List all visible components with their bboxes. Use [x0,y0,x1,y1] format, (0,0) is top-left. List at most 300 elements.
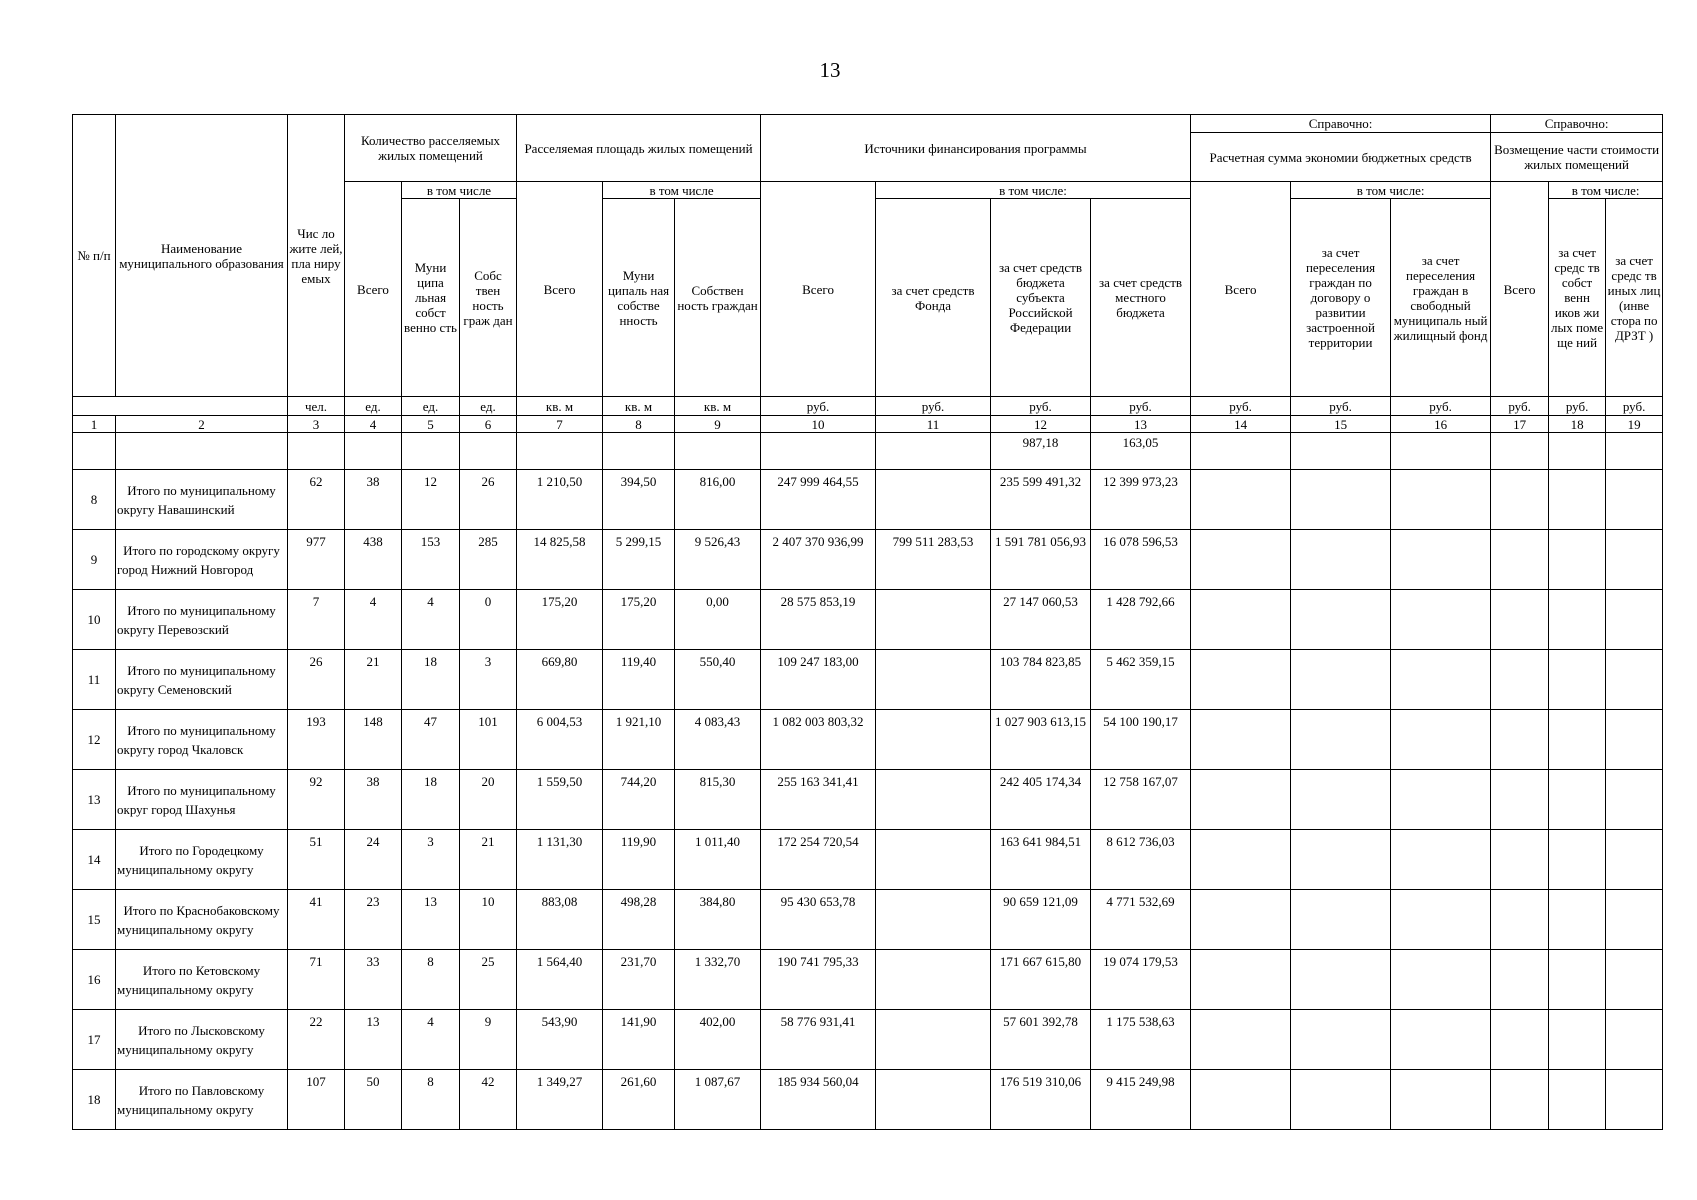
empty-cell [1549,650,1606,710]
header-group-area: Расселяемая площадь жилых помещений [517,115,761,182]
empty-cell [1491,890,1549,950]
quantity-municipal: 153 [402,530,460,590]
empty-cell [1391,1070,1491,1130]
header-area-sub: в том числе [603,182,761,199]
header-area-muni: Муни ципаль ная собстве нность [603,199,675,397]
empty-cell [1606,590,1663,650]
quantity-private: 3 [460,650,517,710]
quantity-municipal: 18 [402,770,460,830]
municipality-name: Итого по муниципальному округу город Чкаловск [116,710,288,770]
area-municipal: 141,90 [603,1010,675,1070]
empty-cell [288,433,345,470]
table-row [73,770,1663,830]
row-number: 18 [73,1070,116,1130]
area-municipal: 231,70 [603,950,675,1010]
empty-cell [1549,433,1606,470]
area-private: 1 011,40 [675,830,761,890]
empty-cell [1191,530,1291,590]
financing-local: 54 100 190,17 [1091,710,1191,770]
empty-cell [1291,1010,1391,1070]
empty-cell [1391,710,1491,770]
financing-total: 95 430 653,78 [761,890,876,950]
empty-cell [1491,770,1549,830]
page-number: 13 [819,58,841,82]
column-number: 2 [116,416,288,433]
empty-cell [1606,433,1663,470]
financing-total: 28 575 853,19 [761,590,876,650]
empty-cell [1191,830,1291,890]
unit-cell: чел. [288,397,345,416]
municipality-name: Итого по Краснобаковскому муниципальному округу [116,890,288,950]
financing-total: 185 934 560,04 [761,1070,876,1130]
financing-total: 190 741 795,33 [761,950,876,1010]
empty-cell [1491,950,1549,1010]
column-number: 9 [675,416,761,433]
people-count: 193 [288,710,345,770]
quantity-municipal: 8 [402,1070,460,1130]
empty-cell [1391,590,1491,650]
municipality-name: Итого по Павловскому муниципальному округу [116,1070,288,1130]
table-row [73,830,1663,890]
financing-local: 4 771 532,69 [1091,890,1191,950]
empty-cell [1491,433,1549,470]
financing-subject: 1 027 903 613,15 [991,710,1091,770]
header-qty-muni: Муни ципа льная собст венно сть [402,199,460,397]
header-number: № п/п [73,115,116,397]
area-municipal: 744,20 [603,770,675,830]
empty-cell [1391,950,1491,1010]
column-number: 5 [402,416,460,433]
table-header [73,115,1663,470]
empty-cell [1391,830,1491,890]
header-comp-owners: за счет средс тв собст венн иков жи лых поме ще ний [1549,199,1606,397]
empty-cell [1606,1070,1663,1130]
empty-cell [1606,770,1663,830]
financing-fund [876,590,991,650]
quantity-private: 21 [460,830,517,890]
empty-cell [1491,1010,1549,1070]
row-number: 8 [73,470,116,530]
municipality-name: Итого по Городецкому муниципальному округу [116,830,288,890]
empty-cell [1191,710,1291,770]
quantity-municipal: 4 [402,590,460,650]
area-total: 669,80 [517,650,603,710]
unit-cell: руб. [1391,397,1491,416]
column-number: 8 [603,416,675,433]
area-private: 1 332,70 [675,950,761,1010]
area-municipal: 119,40 [603,650,675,710]
area-private: 816,00 [675,470,761,530]
empty-cell [116,433,288,470]
area-municipal: 498,28 [603,890,675,950]
empty-cell [1191,433,1291,470]
column-number: 7 [517,416,603,433]
people-count: 22 [288,1010,345,1070]
empty-cell [1391,470,1491,530]
empty-cell [1391,433,1491,470]
column-numbers-row [73,416,1663,433]
unit-cell: руб. [1549,397,1606,416]
empty-cell [1549,710,1606,770]
unit-cell: руб. [991,397,1091,416]
empty-cell [1606,710,1663,770]
area-total: 1 210,50 [517,470,603,530]
area-private: 1 087,67 [675,1070,761,1130]
header-comp-others: за счет средс тв иных лиц (инве стора по ДРЗТ ) [1606,199,1663,397]
people-count: 51 [288,830,345,890]
unit-cell: руб. [1291,397,1391,416]
header-econ-sub: в том числе: [1291,182,1491,199]
header-fin-total: Всего [761,182,876,397]
empty-cell [1606,830,1663,890]
quantity-private: 101 [460,710,517,770]
unit-cell: ед. [345,397,402,416]
empty-cell [1291,830,1391,890]
people-count: 26 [288,650,345,710]
municipality-name: Итого по муниципальному округу Семеновский [116,650,288,710]
financing-fund [876,1010,991,1070]
row-number: 17 [73,1010,116,1070]
carryover-local: 163,05 [1091,433,1191,470]
row-number: 14 [73,830,116,890]
resettlement-table [72,114,1663,1130]
empty-cell [603,433,675,470]
empty-cell [73,433,116,470]
financing-local: 1 175 538,63 [1091,1010,1191,1070]
header-group-financing: Источники финансирования программы [761,115,1191,182]
empty-cell [1391,1010,1491,1070]
area-municipal: 5 299,15 [603,530,675,590]
financing-fund [876,890,991,950]
empty-cell [1549,1010,1606,1070]
table-row [73,950,1663,1010]
carryover-subject: 987,18 [991,433,1091,470]
empty-cell [1391,770,1491,830]
header-qty-total: Всего [345,182,402,397]
header-group-economy: Расчетная сумма экономии бюджетных средств [1191,133,1491,182]
quantity-total: 50 [345,1070,402,1130]
financing-subject: 103 784 823,85 [991,650,1091,710]
empty-cell [1191,650,1291,710]
empty-cell [1606,530,1663,590]
quantity-municipal: 4 [402,1010,460,1070]
header-people: Чис ло жите лей, пла ниру емых [288,115,345,397]
municipality-name: Итого по муниципальному округу Перевозский [116,590,288,650]
empty-cell [1549,470,1606,530]
people-count: 107 [288,1070,345,1130]
column-number: 11 [876,416,991,433]
empty-cell [1549,530,1606,590]
unit-cell: руб. [1191,397,1291,416]
empty-cell [1606,470,1663,530]
area-total: 6 004,53 [517,710,603,770]
quantity-private: 25 [460,950,517,1010]
financing-local: 12 758 167,07 [1091,770,1191,830]
financing-fund [876,650,991,710]
municipality-name: Итого по муниципальному округ город Шахунья [116,770,288,830]
empty-cell [1291,770,1391,830]
area-total: 543,90 [517,1010,603,1070]
quantity-total: 23 [345,890,402,950]
quantity-municipal: 12 [402,470,460,530]
header-group-compensation: Возмещение части стоимости жилых помещений [1491,133,1663,182]
quantity-total: 21 [345,650,402,710]
column-number: 3 [288,416,345,433]
financing-subject: 57 601 392,78 [991,1010,1091,1070]
quantity-total: 24 [345,830,402,890]
area-total: 1 131,30 [517,830,603,890]
empty-cell [1291,1070,1391,1130]
financing-subject: 1 591 781 056,93 [991,530,1091,590]
empty-cell [1491,830,1549,890]
empty-cell [1191,590,1291,650]
empty-cell [1291,650,1391,710]
empty-cell [1491,590,1549,650]
empty-cell [1291,530,1391,590]
header-qty-own: Собс твен ность граж дан [460,199,517,397]
column-number: 16 [1391,416,1491,433]
header-econ-total: Всего [1191,182,1291,397]
area-total: 883,08 [517,890,603,950]
empty-cell [1191,1010,1291,1070]
table-row [73,710,1663,770]
area-total: 1 349,27 [517,1070,603,1130]
empty-cell [1191,470,1291,530]
area-private: 815,30 [675,770,761,830]
people-count: 977 [288,530,345,590]
financing-local: 5 462 359,15 [1091,650,1191,710]
financing-total: 109 247 183,00 [761,650,876,710]
financing-local: 8 612 736,03 [1091,830,1191,890]
financing-local: 19 074 179,53 [1091,950,1191,1010]
financing-fund [876,950,991,1010]
empty-cell [1191,950,1291,1010]
table-row [73,590,1663,650]
financing-subject: 242 405 174,34 [991,770,1091,830]
financing-subject: 235 599 491,32 [991,470,1091,530]
unit-cell: руб. [1491,397,1549,416]
financing-fund [876,470,991,530]
row-number: 11 [73,650,116,710]
column-number: 4 [345,416,402,433]
financing-subject: 163 641 984,51 [991,830,1091,890]
empty-cell [675,433,761,470]
unit-cell: ед. [460,397,517,416]
row-number: 12 [73,710,116,770]
financing-subject: 171 667 615,80 [991,950,1091,1010]
quantity-private: 0 [460,590,517,650]
area-private: 0,00 [675,590,761,650]
empty-cell [1491,1070,1549,1130]
area-private: 550,40 [675,650,761,710]
units-blank [73,397,288,416]
area-municipal: 175,20 [603,590,675,650]
empty-cell [1549,950,1606,1010]
table-row [73,470,1663,530]
table-row [73,530,1663,590]
row-number: 13 [73,770,116,830]
financing-total: 247 999 464,55 [761,470,876,530]
area-private: 384,80 [675,890,761,950]
quantity-private: 9 [460,1010,517,1070]
header-qty-sub: в том числе [402,182,517,199]
area-municipal: 394,50 [603,470,675,530]
quantity-municipal: 47 [402,710,460,770]
quantity-private: 26 [460,470,517,530]
financing-total: 2 407 370 936,99 [761,530,876,590]
header-econ-free-fund: за счет переселения граждан в свободный муниципаль ный жилищный фонд [1391,199,1491,397]
financing-total: 1 082 003 803,32 [761,710,876,770]
row-number: 16 [73,950,116,1010]
empty-cell [1549,590,1606,650]
empty-cell [1549,1070,1606,1130]
financing-subject: 90 659 121,09 [991,890,1091,950]
table-body [73,470,1663,1130]
empty-cell [1491,710,1549,770]
area-total: 14 825,58 [517,530,603,590]
unit-cell: кв. м [675,397,761,416]
unit-cell: руб. [1091,397,1191,416]
unit-cell: руб. [876,397,991,416]
area-private: 402,00 [675,1010,761,1070]
financing-local: 16 078 596,53 [1091,530,1191,590]
column-number: 1 [73,416,116,433]
header-area-own: Собствен ность граждан [675,199,761,397]
empty-cell [1291,710,1391,770]
empty-cell [1606,1010,1663,1070]
empty-cell [1491,650,1549,710]
empty-cell [1291,890,1391,950]
empty-cell [1291,950,1391,1010]
empty-cell [876,433,991,470]
table-row [73,890,1663,950]
column-number: 14 [1191,416,1291,433]
financing-total: 172 254 720,54 [761,830,876,890]
empty-cell [1291,470,1391,530]
empty-cell [1291,590,1391,650]
financing-subject: 27 147 060,53 [991,590,1091,650]
empty-cell [761,433,876,470]
empty-cell [1549,830,1606,890]
quantity-total: 33 [345,950,402,1010]
empty-cell [1391,530,1491,590]
column-number: 15 [1291,416,1391,433]
header-name: Наименование муниципального образования [116,115,288,397]
header-comp-sub: в том числе: [1549,182,1663,199]
quantity-private: 285 [460,530,517,590]
column-number: 18 [1549,416,1606,433]
area-private: 9 526,43 [675,530,761,590]
people-count: 41 [288,890,345,950]
row-number: 10 [73,590,116,650]
area-private: 4 083,43 [675,710,761,770]
column-number: 19 [1606,416,1663,433]
units-row [73,397,1663,416]
area-municipal: 119,90 [603,830,675,890]
area-municipal: 261,60 [603,1070,675,1130]
column-number: 6 [460,416,517,433]
empty-cell [1549,890,1606,950]
financing-local: 1 428 792,66 [1091,590,1191,650]
empty-cell [1391,890,1491,950]
empty-cell [1549,770,1606,830]
financing-fund [876,1070,991,1130]
column-number: 13 [1091,416,1191,433]
header-spravochno-compensation: Справочно: [1491,115,1663,133]
unit-cell: руб. [761,397,876,416]
people-count: 62 [288,470,345,530]
municipality-name: Итого по муниципальному округу Навашинский [116,470,288,530]
quantity-municipal: 8 [402,950,460,1010]
quantity-total: 13 [345,1010,402,1070]
empty-cell [1606,890,1663,950]
people-count: 92 [288,770,345,830]
quantity-municipal: 3 [402,830,460,890]
quantity-total: 438 [345,530,402,590]
empty-cell [1606,650,1663,710]
header-fin-local: за счет средств местного бюджета [1091,199,1191,397]
quantity-total: 148 [345,710,402,770]
area-total: 175,20 [517,590,603,650]
empty-cell [1606,950,1663,1010]
municipality-name: Итого по Кетовскому муниципальному округу [116,950,288,1010]
area-total: 1 564,40 [517,950,603,1010]
financing-fund: 799 511 283,53 [876,530,991,590]
empty-cell [1291,433,1391,470]
unit-cell: ед. [402,397,460,416]
quantity-municipal: 18 [402,650,460,710]
empty-cell [402,433,460,470]
financing-fund [876,710,991,770]
empty-cell [345,433,402,470]
header-econ-development: за счет переселения граждан по договору о развитии застроенной территории [1291,199,1391,397]
municipality-name: Итого по городскому округу город Нижний Новгород [116,530,288,590]
financing-total: 58 776 931,41 [761,1010,876,1070]
row-number: 9 [73,530,116,590]
header-group-quantity: Количество расселяемых жилых помещений [345,115,517,182]
quantity-private: 10 [460,890,517,950]
people-count: 71 [288,950,345,1010]
header-fin-subject: за счет средств бюджета субъекта Российской Федерации [991,199,1091,397]
header-fin-sub: в том числе: [876,182,1191,199]
column-number: 17 [1491,416,1549,433]
quantity-private: 20 [460,770,517,830]
carryover-row [73,433,1663,470]
financing-fund [876,770,991,830]
header-fin-fund: за счет средств Фонда [876,199,991,397]
empty-cell [1191,1070,1291,1130]
table-row [73,1010,1663,1070]
quantity-municipal: 13 [402,890,460,950]
quantity-total: 38 [345,470,402,530]
column-number: 12 [991,416,1091,433]
unit-cell: кв. м [603,397,675,416]
people-count: 7 [288,590,345,650]
empty-cell [1391,650,1491,710]
table-row [73,650,1663,710]
empty-cell [1191,770,1291,830]
empty-cell [1491,470,1549,530]
quantity-total: 38 [345,770,402,830]
area-municipal: 1 921,10 [603,710,675,770]
financing-fund [876,830,991,890]
quantity-private: 42 [460,1070,517,1130]
empty-cell [517,433,603,470]
financing-local: 12 399 973,23 [1091,470,1191,530]
financing-subject: 176 519 310,06 [991,1070,1091,1130]
financing-local: 9 415 249,98 [1091,1070,1191,1130]
empty-cell [460,433,517,470]
